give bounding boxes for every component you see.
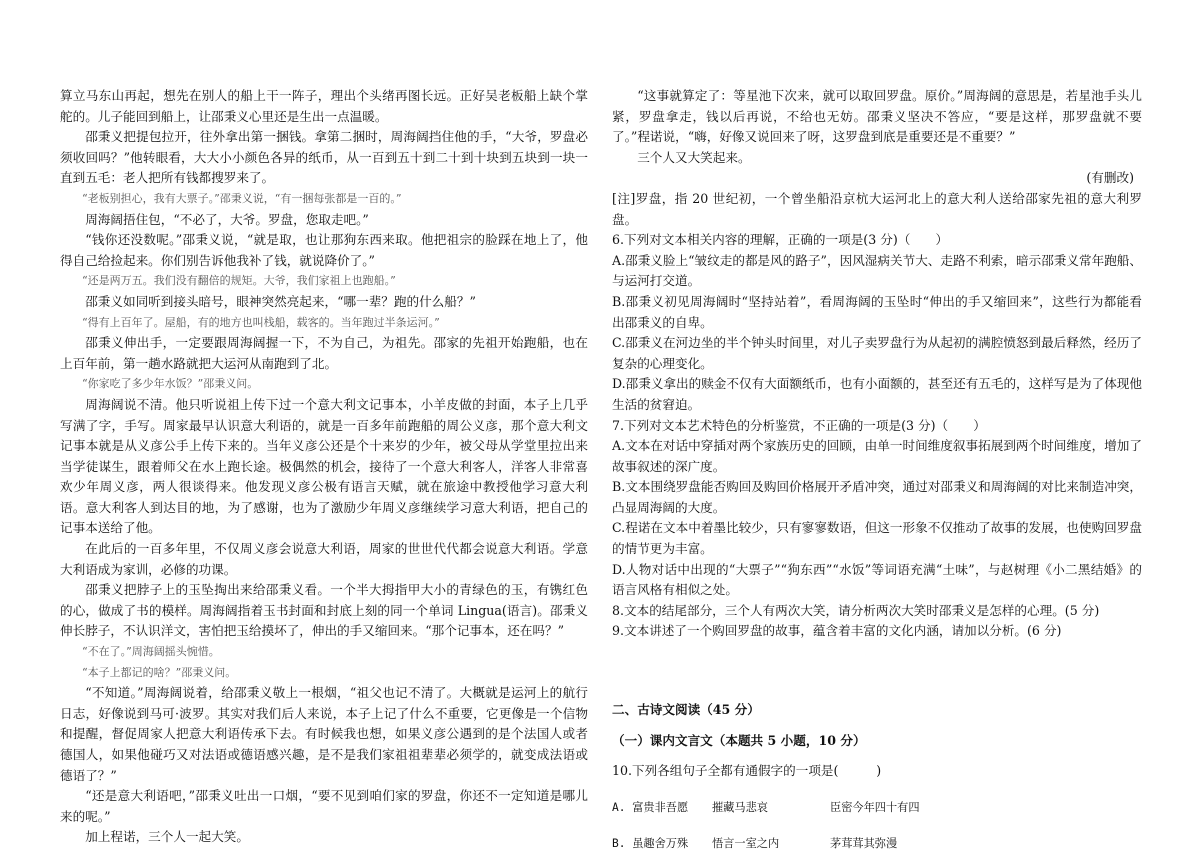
option-a: A.邵秉义脸上“皱纹走的都是风的路子”，因风湿病关节大、走路不利索，暗示邵秉义常年跑船、与运河打交道。 [612, 252, 1142, 289]
question-6: 6.下列对文本相关内容的理解，正确的一项是(3 分)（ ） [612, 232, 949, 248]
option-a-1: A. 富贵非吾愿 [612, 800, 689, 814]
paragraph: 邵秉义把提包拉开，往外拿出第一捆钱。拿第二捆时，周海阔挡住他的手，“大爷，罗盘必须收回吗？”他转眼看，大大小小颜色各异的纸币，从一百到五十到二十到十块到五块到一块一直到五毛：老人把所有钱都搜罗来了。 [60, 129, 588, 186]
paragraph: 邵秉义把脖子上的玉坠掏出来给邵秉义看。一个半大拇指甲大小的青绿色的玉，有镌红色的心，做成了书的模样。周海阔指着玉书封面和封底上刻的同一个单词 Lingua(语言)。邵秉义伸长脖子，不认识洋文，害怕把玉给摸坏了，伸出的手又缩回来。“那个记事本，还在吗？” [60, 582, 588, 639]
paragraph: “你家吃了多少年水饭？”邵秉义问。 [82, 377, 259, 391]
option-b-3: 茅茸茸其弥漫 [830, 837, 898, 851]
paragraph: “还是两万五。我们没有翻倍的规矩。大爷，我们家祖上也跑船。” [82, 274, 396, 288]
paragraph: “得有上百年了。屋船，有的地方也叫栈船，载客的。当年跑过半条运河。” [82, 315, 440, 329]
paragraph: 在此后的一百多年里，不仅周义彦会说意大利语，周家的世世代代都会说意大利语。学意大利语成为家训，必修的功课。 [60, 541, 588, 577]
paragraph: 加上程诺，三个人一起大笑。 [85, 829, 249, 845]
question-9: 9.文本讲述了一个购回罗盘的故事，蕴含着丰富的文化内涵，请加以分析。(6 分) [612, 623, 1062, 639]
option-a-2: 摧藏马悲哀 [712, 800, 768, 814]
paragraph: “不在了。”周海阔摇头惋惜。 [82, 645, 220, 659]
paragraph: 邵秉义伸出手，一定要跟周海阔握一下，不为自己，为祖先。邵家的先祖开始跑船，也在上百年前，第一趟水路就把大运河从南跑到了北。 [60, 335, 588, 371]
question-7: 7.下列对文本艺术特色的分析鉴赏，不正确的一项是(3 分)（ ） [612, 417, 986, 433]
subsection-title: （一）课内文言文（本题共 5 小题，10 分） [612, 732, 866, 748]
option-row-a [612, 798, 1142, 819]
question-8: 8.文本的结尾部分，三个人有两次大笑，请分析两次大笑时邵秉义是怎样的心理。(5 分) [612, 602, 1100, 618]
paragraph: 三个人又大笑起来。 [637, 149, 751, 165]
paragraph: “不知道。”周海阔说着，给邵秉义敬上一根烟，“祖父也记不清了。大概就是运河上的航行日志，好像说到马可·波罗。其实对我们后人来说，本子上记了什么不重要，它更像是一个信物和提醒，督促周家人把意大利语传承下去。有时候我也想，如果义彦公遇到的是个法国人或者德国人，如果他碰巧又对法语或德语感兴趣，是不是我们家祖祖辈辈必须学的，就变成法语或德语了？” [60, 685, 588, 783]
right-column [612, 86, 1142, 855]
left-column [60, 86, 588, 848]
option-b-2: 悟言一室之内 [712, 837, 780, 851]
option-a-3: 臣密今年四十有四 [830, 800, 920, 814]
paragraph: 周海阔捂住包，“不必了，大爷。罗盘，您取走吧。” [85, 211, 369, 227]
option-d: D.邵秉义拿出的赎金不仅有大面额纸币，也有小面额的，甚至还有五毛的，这样写是为了体现他生活的贫窘迫。 [612, 376, 1142, 412]
paragraph: “本子上都记的啥？”邵秉义问。 [82, 665, 237, 679]
footnote: [注]罗盘，指 20 世纪初，一个曾坐船沿京杭大运河北上的意大利人送给邵家先祖的意大利罗盘。 [612, 190, 1142, 227]
paragraph: “这事就算定了：等星池下次来，就可以取回罗盘。原价。”周海阔的意思是，若星池手头儿紧，罗盘拿走，钱以后再说，不给也无妨。邵秉义坚决不答应，“要是这样，那罗盘就不要了。”程诺说，“嗨，好像又说回来了呀，这罗盘到底是重要还是不重要？” [612, 88, 1142, 145]
paragraph: “老板别担心，我有大票子。”邵秉义说，“有一捆每张都是一百的。” [82, 191, 402, 205]
option-a: A.文本在对话中穿插对两个家族历史的回顾，由单一时间维度叙事拓展到两个时间维度，增加了故事叙述的深广度。 [612, 438, 1142, 474]
option-b-1: B. 虽趣舍万殊 [612, 837, 689, 851]
option-b: B.文本围绕罗盘能否购回及购回价格展开矛盾冲突，通过对邵秉义和周海阔的对比来制造冲突，凸显周海阔的大度。 [612, 479, 1142, 515]
option-b: B.邵秉义初见周海阔时“坚持站着”，看周海阔的玉坠时“伸出的手又缩回来”，这些行为都能看出邵秉义的自卑。 [612, 293, 1142, 330]
paragraph: 周海阔说不清。他只听说祖上传下过一个意大利文记事本，小羊皮做的封面，本子上几乎写满了字，手写。周家最早认识意大利语的，就是一百多年前跑船的周公义彦，那个意大利文记事本就是从义彦公手上传下来的。当年义彦公还是个十来岁的少年，被父母从学堂里拉出来当学徒谋生，跟着师父在水上跑长途。极偶然的机会，接待了一个意大利客人，洋客人非常喜欢少年周义彦，两人很谈得来。他发现义彦公极有语言天赋，就在旅途中教授他学习意大利语。意大利客人到达目的地，为了感谢，也为了激励少年周义彦继续学习意大利语，把自己的记事本送给了他。 [60, 396, 588, 536]
question-10: 10.下列各组句子全都有通假字的一项是( ) [612, 763, 882, 779]
paragraph: “钱你还没数呢。”邵秉义说，“就是取，也让那狗东西来取。他把祖宗的脸踩在地上了，他得自己给捡起来。你们别告诉他我补了钱，就说降价了。” [60, 232, 588, 268]
paragraph: 邵秉义如同听到接头暗号，眼神突然亮起来，“哪一辈？跑的什么船？” [85, 293, 476, 309]
paragraph: “还是意大利语吧，”邵秉义吐出一口烟，“要不见到咱们家的罗盘，你还不一定知道是哪儿来的呢。” [60, 788, 588, 824]
option-d: D.人物对话中出现的“大票子”“狗东西”“水饭”等词语充满“土味”，与赵树理《小二黑结婚》的语言风格有相似之处。 [612, 561, 1142, 598]
option-c: C.邵秉义在河边坐的半个钟头时间里，对儿子卖罗盘行为从起初的满腔愤怒到最后释然，经历了复杂的心理变化。 [612, 335, 1142, 371]
option-row-b [612, 834, 1142, 855]
section-title: 二、古诗文阅读（45 分） [612, 702, 760, 718]
option-c: C.程诺在文本中着墨比较少，只有寥寥数语，但这一形象不仅推动了故事的发展，也使购回罗盘的情节更为丰富。 [612, 520, 1142, 557]
paragraph: 算立马东山再起，想先在别人的船上干一阵子，理出个头绪再图长远。正好吴老板船上缺个掌舵的。儿子能回到船上，让邵秉义心里还是生出一点温暖。 [60, 88, 588, 124]
source-note: (有删改) [1086, 170, 1134, 186]
